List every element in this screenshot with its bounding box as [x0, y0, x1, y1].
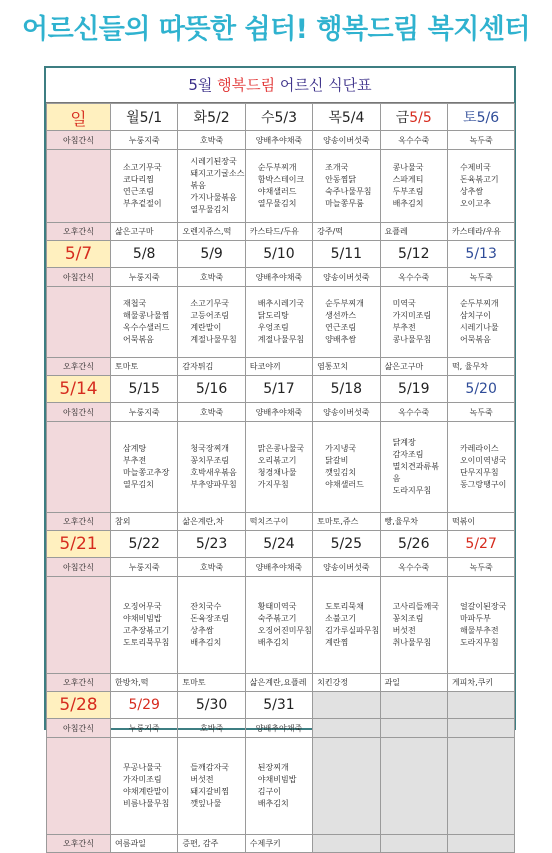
- menu-item: 안동찜닭: [325, 175, 357, 184]
- morning-snack-row: [47, 131, 515, 150]
- afternoon-snack-label: 오후간식: [47, 223, 111, 241]
- afternoon-snack-cell: 빵,율무차: [380, 513, 447, 531]
- date-row: [47, 692, 515, 719]
- menu-item: 돼지갈비찜: [190, 787, 230, 796]
- afternoon-snack-label: 오후간식: [47, 835, 111, 853]
- morning-snack-cell: 호박죽: [178, 403, 245, 422]
- menu-item: 계절나물무침: [257, 335, 305, 344]
- empty-cell: [447, 719, 514, 738]
- menu-item: 음: [392, 474, 401, 483]
- menu-item: 열무김치: [123, 480, 154, 489]
- menu-item: 김구이: [257, 787, 281, 796]
- menu-item: 돼지고기굴소스: [190, 169, 245, 178]
- menu-item: 마늘쫑고추장: [123, 468, 170, 477]
- afternoon-snack-cell: 참외: [111, 513, 178, 531]
- menu-item: 마파두부: [459, 614, 491, 623]
- menu-item: 오징어무국: [123, 602, 162, 611]
- date-cell: 5/23: [178, 531, 245, 558]
- morning-snack-cell: 옥수수죽: [380, 558, 447, 577]
- date-cell: 5/8: [111, 241, 178, 268]
- menu-item: 배추김치: [190, 638, 222, 647]
- afternoon-snack-label: 오후간식: [47, 674, 111, 692]
- menu-item: 배추김치: [392, 199, 424, 208]
- morning-snack-cell: 양송이버섯죽: [313, 268, 380, 287]
- menu-item: 도라지무침: [459, 638, 499, 647]
- morning-snack-cell: 양배추야채죽: [245, 403, 312, 422]
- morning-snack-cell: 녹두죽: [447, 131, 514, 150]
- menu-item: 돈육볶고기: [459, 175, 499, 184]
- menu-item: 삼계탕: [123, 444, 147, 453]
- menu-item: 시레기나물: [459, 323, 499, 332]
- lunch-menu-row: [47, 287, 515, 358]
- morning-snack-cell: 양배추야채죽: [245, 558, 312, 577]
- menu-item: 야채샐러드: [325, 480, 364, 489]
- afternoon-snack-cell: 떡, 율무차: [447, 358, 514, 376]
- menu-item: 계란찜: [325, 638, 349, 647]
- menu-item: 어묵볶음: [123, 335, 154, 344]
- menu-item: 상추쌈: [459, 187, 484, 196]
- morning-snack-cell: 호박죽: [178, 719, 245, 738]
- date-cell: 5/29: [111, 692, 178, 719]
- afternoon-snack-cell: 삶은고구마: [111, 223, 178, 241]
- menu-item: 꽁치조림: [392, 614, 424, 623]
- morning-snack-cell: 옥수수죽: [380, 268, 447, 287]
- menu-item: 가자미조림: [123, 775, 162, 784]
- empty-cell: [447, 835, 514, 853]
- menu-item: 맑은콩나물국: [257, 444, 305, 453]
- empty-cell: [313, 719, 380, 738]
- menu-item: 콩나물국: [392, 163, 424, 172]
- menu-item: 상추쌈: [190, 626, 214, 635]
- lunch-label-cell: [47, 287, 111, 358]
- menu-item: 도토리묵무침: [123, 638, 170, 647]
- date-cell: 5/24: [245, 531, 312, 558]
- morning-snack-cell: 양송이버섯죽: [313, 131, 380, 150]
- morning-snack-cell: 옥수수죽: [380, 403, 447, 422]
- menu-item: 청경채나물: [257, 468, 297, 477]
- lunch-menu-cell: [178, 577, 245, 674]
- menu-item: 배추김치: [257, 638, 289, 647]
- menu-item: 부추전: [123, 456, 147, 465]
- date-cell: 월5/1: [111, 104, 178, 131]
- afternoon-snack-cell: 감자튀김: [178, 358, 245, 376]
- date-cell: 5/19: [380, 376, 447, 403]
- menu-item: 고등어조림: [190, 311, 230, 320]
- menu-item: 삼치구이: [459, 311, 491, 320]
- title-center-name: 행복드림: [217, 76, 276, 94]
- morning-snack-cell: 녹두죽: [447, 268, 514, 287]
- lunch-menu-cell: [380, 422, 447, 513]
- lunch-menu-cell: [313, 287, 380, 358]
- afternoon-snack-cell: 요플레: [380, 223, 447, 241]
- menu-item: 도토리묵채: [325, 602, 364, 611]
- menu-item: 무공나물국: [123, 763, 162, 772]
- menu-item: 버섯전: [392, 626, 416, 635]
- afternoon-snack-cell: 치킨강정: [313, 674, 380, 692]
- date-cell: 5/13: [447, 241, 514, 268]
- menu-item: 깻잎나물: [190, 799, 222, 808]
- menu-item: 오이고추: [459, 199, 491, 208]
- empty-cell: [313, 835, 380, 853]
- morning-snack-label: 아침간식: [47, 403, 111, 422]
- empty-cell: [380, 835, 447, 853]
- menu-item: 돈육장조림: [190, 614, 230, 623]
- menu-table-frame: [44, 66, 516, 848]
- menu-item: 함박스테이크: [257, 175, 305, 184]
- menu-item: 도라지무침: [392, 486, 432, 495]
- menu-item: 고추장볶고기: [123, 626, 170, 635]
- afternoon-snack-cell: 증편, 감주: [178, 835, 245, 853]
- afternoon-snack-cell: 한방차,떡: [111, 674, 178, 692]
- menu-item: 된장찌개: [257, 763, 289, 772]
- lunch-menu-cell: [111, 738, 178, 835]
- morning-snack-label: 아침간식: [47, 131, 111, 150]
- lunch-menu-row: [47, 738, 515, 835]
- morning-snack-label: 아침간식: [47, 719, 111, 738]
- lunch-label-cell: [47, 738, 111, 835]
- lunch-label-cell: [47, 150, 111, 223]
- menu-table: [46, 103, 515, 853]
- menu-item: 생선까스: [325, 311, 357, 320]
- date-cell: 5/15: [111, 376, 178, 403]
- afternoon-snack-row: [47, 358, 515, 376]
- afternoon-snack-cell: 토마토: [111, 358, 178, 376]
- lunch-menu-cell: [447, 577, 514, 674]
- date-cell: [380, 104, 447, 131]
- lunch-menu-cell: [313, 422, 380, 513]
- morning-snack-cell: 양배추야채죽: [245, 268, 312, 287]
- date-cell: [313, 692, 380, 719]
- morning-snack-cell: 누룽지죽: [111, 268, 178, 287]
- lunch-menu-cell: [245, 422, 312, 513]
- menu-item: 동그랑땡구이: [459, 480, 507, 489]
- date-cell: [380, 692, 447, 719]
- menu-item: 가지미조림: [392, 311, 432, 320]
- afternoon-snack-cell: 게피차,쿠키: [447, 674, 514, 692]
- morning-snack-row: [47, 558, 515, 577]
- menu-item: 소고기무국: [123, 163, 162, 172]
- afternoon-snack-row: [47, 513, 515, 531]
- menu-item: 야채계란말이: [123, 787, 170, 796]
- date-row: [47, 104, 515, 131]
- menu-item: 단무지무침: [459, 468, 499, 477]
- menu-item: 코다리찜: [123, 175, 154, 184]
- afternoon-snack-cell: 과일: [380, 674, 447, 692]
- menu-item: 순두부찌개: [459, 299, 499, 308]
- menu-item: 부추겉절이: [123, 199, 162, 208]
- date-cell: 5/21: [47, 531, 111, 558]
- morning-snack-cell: 누룽지죽: [111, 719, 178, 738]
- date-cell: [447, 692, 514, 719]
- afternoon-snack-cell: 강주/떡: [313, 223, 380, 241]
- menu-item: 열무물김치: [257, 199, 297, 208]
- date-cell: 수5/3: [245, 104, 312, 131]
- afternoon-snack-cell: 여름과일: [111, 835, 178, 853]
- menu-title: [46, 68, 514, 103]
- afternoon-snack-label: 오후간식: [47, 358, 111, 376]
- date-cell: 5/9: [178, 241, 245, 268]
- menu-item: 오징어진미무침: [257, 626, 312, 635]
- menu-item: 볶음: [190, 181, 206, 190]
- lunch-menu-row: [47, 577, 515, 674]
- menu-item: 닭계장: [392, 438, 416, 447]
- menu-item: 연근조림: [325, 323, 357, 332]
- menu-item: 오리볶고기: [257, 456, 297, 465]
- menu-item: 야채비빔밥: [123, 614, 162, 623]
- morning-snack-label: 아침간식: [47, 268, 111, 287]
- afternoon-snack-cell: 삶은계란,차: [178, 513, 245, 531]
- menu-item: 미역국: [392, 299, 416, 308]
- lunch-menu-cell: [313, 577, 380, 674]
- menu-item: 버섯전: [190, 775, 214, 784]
- menu-item: 들깨감자국: [190, 763, 230, 772]
- lunch-menu-cell: [380, 287, 447, 358]
- date-cell: 화5/2: [178, 104, 245, 131]
- menu-item: 닭갈비: [325, 456, 349, 465]
- afternoon-snack-label: 오후간식: [47, 513, 111, 531]
- menu-item: 야채비빔밥: [257, 775, 297, 784]
- morning-snack-cell: 누룽지죽: [111, 403, 178, 422]
- date-cell: 토5/6: [447, 104, 514, 131]
- lunch-menu-cell: [313, 150, 380, 223]
- lunch-menu-cell: [245, 577, 312, 674]
- menu-item: 숙주볶고기: [257, 614, 297, 623]
- afternoon-snack-cell: 오렌지쥬스,떡: [178, 223, 245, 241]
- menu-item: 가지무침: [257, 480, 289, 489]
- menu-item: 깻잎김치: [325, 468, 357, 477]
- menu-item: 감자조림: [392, 450, 424, 459]
- morning-snack-cell: 옥수수죽: [380, 131, 447, 150]
- date-cell: 5/14: [47, 376, 111, 403]
- menu-item: 숙주나물무침: [325, 187, 372, 196]
- lunch-menu-cell: [178, 738, 245, 835]
- menu-item: 비름나물무침: [123, 799, 170, 808]
- lunch-menu-cell: [380, 577, 447, 674]
- menu-item: 배추시레기국: [257, 299, 305, 308]
- menu-item: 잔치국수: [190, 602, 222, 611]
- menu-item: 해물콩나물찜: [123, 311, 170, 320]
- afternoon-snack-cell: 토마토: [178, 674, 245, 692]
- menu-item: 우엉조림: [257, 323, 289, 332]
- menu-item: 청국장찌개: [190, 444, 230, 453]
- morning-snack-cell: 호박죽: [178, 131, 245, 150]
- morning-snack-cell: 양송이버섯죽: [313, 403, 380, 422]
- lunch-menu-cell: [447, 422, 514, 513]
- menu-item: 두부조림: [392, 187, 424, 196]
- menu-item: 소불고기: [325, 614, 357, 623]
- menu-item: 오이미역냉국: [459, 456, 507, 465]
- morning-snack-cell: 양배추야채죽: [245, 719, 312, 738]
- date-row: [47, 241, 515, 268]
- lunch-menu-cell: [178, 422, 245, 513]
- empty-cell: [380, 738, 447, 835]
- menu-item: 배추김치: [257, 799, 289, 808]
- menu-item: 옥수수샐러드: [123, 323, 170, 332]
- lunch-menu-cell: [380, 150, 447, 223]
- lunch-menu-cell: [447, 150, 514, 223]
- lunch-menu-cell: [111, 577, 178, 674]
- date-cell: 목5/4: [313, 104, 380, 131]
- menu-item: 호박새우볶음: [190, 468, 237, 477]
- title-month: 5월: [188, 76, 218, 94]
- morning-snack-row: [47, 403, 515, 422]
- morning-snack-cell: 누룽지죽: [111, 131, 178, 150]
- date-cell: 5/30: [178, 692, 245, 719]
- morning-snack-label: 아침간식: [47, 558, 111, 577]
- menu-item: 멸치견과류볶: [392, 462, 439, 471]
- lunch-menu-cell: [245, 738, 312, 835]
- menu-item: 얼갈이된장국: [459, 602, 507, 611]
- menu-item: 양배추쌈: [325, 335, 357, 344]
- page-headline: 어르신들의 따뜻한 쉼터! 행복드림 복지센터: [22, 14, 530, 45]
- afternoon-snack-cell: 삶은고구마: [380, 358, 447, 376]
- lunch-menu-cell: [447, 287, 514, 358]
- afternoon-snack-row: [47, 835, 515, 853]
- afternoon-snack-cell: 삶은계란,요플레: [245, 674, 312, 692]
- lunch-menu-row: [47, 422, 515, 513]
- morning-snack-row: [47, 268, 515, 287]
- empty-cell: [380, 719, 447, 738]
- afternoon-snack-row: [47, 674, 515, 692]
- menu-item: 고사리들깨국: [392, 602, 439, 611]
- lunch-menu-cell: [111, 287, 178, 358]
- afternoon-snack-cell: 토마토,쥬스: [313, 513, 380, 531]
- menu-item: 가지냉국: [325, 444, 357, 453]
- menu-item: 열무물김치: [190, 205, 230, 214]
- menu-item: 부추양파무침: [190, 480, 237, 489]
- date-cell: 일: [47, 104, 111, 131]
- morning-snack-cell: 양송이버섯죽: [313, 558, 380, 577]
- lunch-label-cell: [47, 577, 111, 674]
- menu-item: 순두부찌개: [257, 163, 297, 172]
- lunch-menu-cell: [245, 287, 312, 358]
- morning-snack-cell: 양배추야채죽: [245, 131, 312, 150]
- date-cell: 5/7: [47, 241, 111, 268]
- morning-snack-row: [47, 719, 515, 738]
- date-cell: 5/31: [245, 692, 312, 719]
- date-cell: 5/22: [111, 531, 178, 558]
- afternoon-snack-cell: 떡볶이: [447, 513, 514, 531]
- morning-snack-cell: 누룽지죽: [111, 558, 178, 577]
- afternoon-snack-cell: 염통꼬치: [313, 358, 380, 376]
- lunch-menu-cell: [111, 150, 178, 223]
- afternoon-snack-cell: 카스테라/우유: [447, 223, 514, 241]
- holiday-date-label: 5/5: [409, 110, 432, 126]
- morning-snack-cell: 녹두죽: [447, 558, 514, 577]
- date-row: [47, 531, 515, 558]
- menu-item: 황태미역국: [257, 602, 297, 611]
- date-cell: 5/11: [313, 241, 380, 268]
- date-cell: 5/20: [447, 376, 514, 403]
- date-label: 금: [395, 110, 410, 126]
- menu-item: 야채샐러드: [257, 187, 297, 196]
- date-cell: 5/25: [313, 531, 380, 558]
- menu-item: 계란말이: [190, 323, 222, 332]
- menu-item: 카레라이스: [459, 444, 499, 453]
- lunch-menu-row: [47, 150, 515, 223]
- menu-item: 어묵볶음: [459, 335, 491, 344]
- empty-cell: [447, 738, 514, 835]
- menu-item: 콩나물무침: [392, 335, 432, 344]
- menu-item: 연근조림: [123, 187, 154, 196]
- menu-item: 꽁치무조림: [190, 456, 230, 465]
- empty-cell: [313, 738, 380, 835]
- lunch-menu-cell: [111, 422, 178, 513]
- morning-snack-cell: 호박죽: [178, 268, 245, 287]
- lunch-label-cell: [47, 422, 111, 513]
- menu-item: 조개국: [325, 163, 349, 172]
- date-cell: 5/28: [47, 692, 111, 719]
- menu-item: 계절나물무침: [190, 335, 237, 344]
- morning-snack-cell: 호박죽: [178, 558, 245, 577]
- menu-item: 마늘쫑무룸: [325, 199, 364, 208]
- date-cell: 5/12: [380, 241, 447, 268]
- date-cell: 5/10: [245, 241, 312, 268]
- menu-item: 순두부찌개: [325, 299, 364, 308]
- menu-item: 스파게티: [392, 175, 424, 184]
- menu-item: 부추전: [392, 323, 416, 332]
- menu-item: 소고기무국: [190, 299, 230, 308]
- menu-item: 취나물무침: [392, 638, 432, 647]
- menu-item: 가지나물볶음: [190, 193, 237, 202]
- afternoon-snack-cell: 수제쿠키: [245, 835, 312, 853]
- date-cell: 5/17: [245, 376, 312, 403]
- date-cell: 5/27: [447, 531, 514, 558]
- menu-item: 김가루실파무침: [325, 626, 380, 635]
- afternoon-snack-row: [47, 223, 515, 241]
- date-row: [47, 376, 515, 403]
- title-suffix: 어르신 식단표: [275, 76, 372, 94]
- menu-item: 해물부추전: [459, 626, 499, 635]
- menu-item: 재첩국: [123, 299, 147, 308]
- afternoon-snack-cell: 타코야끼: [245, 358, 312, 376]
- menu-item: 닭도리탕: [257, 311, 289, 320]
- date-cell: 5/26: [380, 531, 447, 558]
- afternoon-snack-cell: 떡치즈구이: [245, 513, 312, 531]
- date-cell: 5/16: [178, 376, 245, 403]
- lunch-menu-cell: [245, 150, 312, 223]
- lunch-menu-cell: [178, 287, 245, 358]
- lunch-menu-cell: [178, 150, 245, 223]
- date-cell: 5/18: [313, 376, 380, 403]
- afternoon-snack-cell: 카스타드/두유: [245, 223, 312, 241]
- menu-item: 시레기된장국: [190, 157, 237, 166]
- menu-item: 수제비국: [459, 163, 491, 172]
- morning-snack-cell: 녹두죽: [447, 403, 514, 422]
